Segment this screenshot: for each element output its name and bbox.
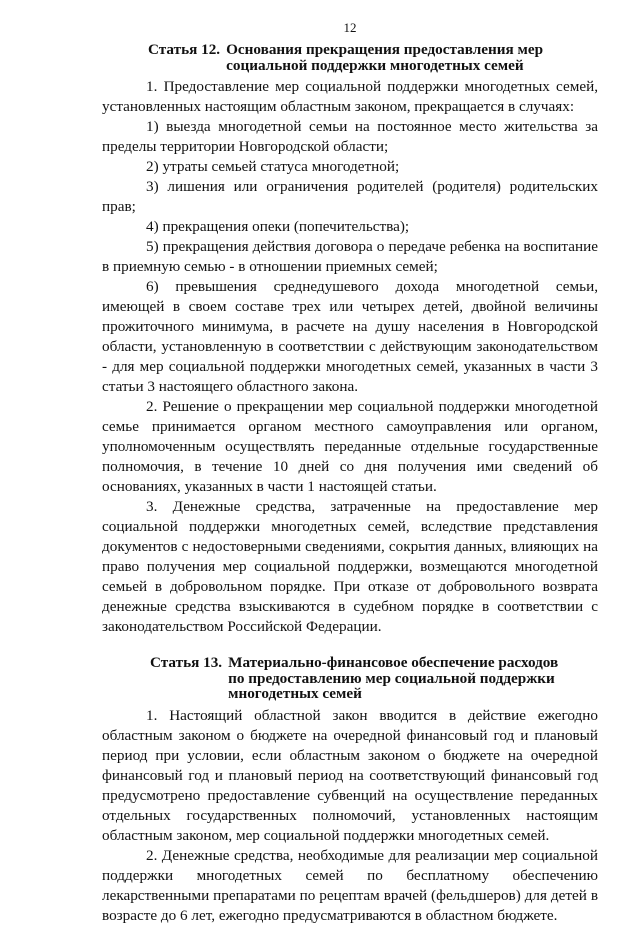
article-13-label: Статья 13. xyxy=(150,654,223,671)
article-12-paragraph: 2) утраты семьей статуса многодетной; xyxy=(146,158,400,175)
article-12-paragraph: 1) выезда многодетной семьи на постоянное место жительства за пределы территории Новгородской области; xyxy=(102,118,598,155)
article-12-paragraph: 2. Решение о прекращении мер социальной поддержки многодетной семье принимается органом местного самоуправления или органом, уполномоченным осуществлять переданные отдельные государственные полномочия, в течение 10 дней со дня получения ими сведений об основаниях, указанных в части 1 настоящей статьи. xyxy=(102,398,598,495)
article-12-paragraph: 1. Предоставление мер социальной поддержки многодетных семей, установленных настоящим областным законом, прекращается в случаях: xyxy=(102,78,598,115)
article-13-paragraph: 1. Настоящий областной закон вводится в действие ежегодно областным законом о бюджете на очередной финансовый год и плановый период при условии, если областным законом о бюджете на очередной финансовый год и плановый период на соответствующий финансовый год предусмотрено предоставление субвенций на осуществление переданных отдельных государственных полномочий, установленных настоящим областным законом, мер социальной поддержки многодетных семей. xyxy=(102,706,598,844)
article-12-title: Основания прекращения предоставления мер социальной поддержки многодетных семей xyxy=(226,41,544,74)
article-12-label: Статья 12. xyxy=(148,41,221,58)
article-12-paragraph: 6) превышения среднедушевого дохода многодетной семьи, имеющей в своем составе трех или четырех детей, двойной величины прожиточного минимума, в расчете на душу населения в Новгородской области, установленную в соответствии с действующим законодательством - для мер социальной поддержки многодетных семей, указанных в части 3 статьи 3 настоящего областного закона. xyxy=(102,278,598,395)
article-13-title: Материально-финансовое обеспечение расходов по предоставлению мер социальной поддержки многодетных семей xyxy=(228,654,559,702)
article-13-paragraph: 2. Денежные средства, необходимые для реализации мер социальной поддержки многодетных семей по бесплатному обеспечению лекарственными препаратами по рецептам врачей (фельдшеров) для детей в возрасте до 6 лет, ежегодно предусматриваются в областном бюджете. xyxy=(102,846,598,924)
article-13-heading xyxy=(150,655,598,702)
article-12-heading xyxy=(148,42,598,73)
article-12-paragraph: 4) прекращения опеки (попечительства); xyxy=(146,218,410,235)
article-12-paragraph: 3) лишения или ограничения родителей (родителя) родительских прав; xyxy=(102,178,598,215)
page-number: 12 xyxy=(343,20,357,35)
article-12-paragraph: 5) прекращения действия договора о передаче ребенка на воспитание в приемную семью - в отношении приемных семей; xyxy=(102,238,598,275)
article-12-paragraph: 3. Денежные средства, затраченные на предоставление мер социальной поддержки многодетных семей, вследствие представления документов с недостоверными сведениями, сокрытия данных, влияющих на право получения мер социальной поддержки, возмещаются многодетной семьей в добровольном порядке. При отказе от добровольного возврата денежные средства взыскиваются в судебном порядке в соответствии с законодательством Российской Федерации. xyxy=(102,498,598,635)
